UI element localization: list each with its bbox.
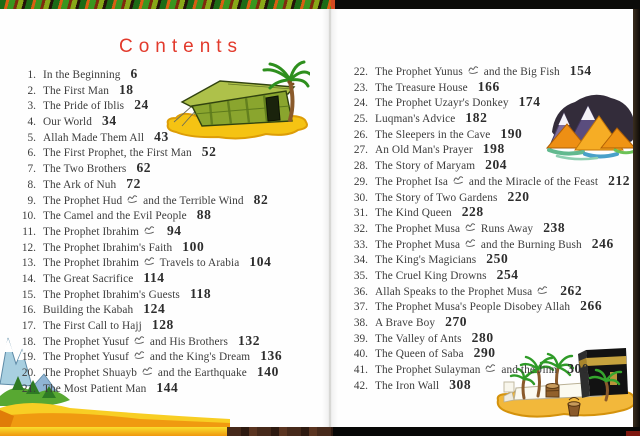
toc-item bbox=[12, 144, 328, 160]
toc-item-page: 24 bbox=[134, 97, 149, 113]
toc-item bbox=[12, 301, 328, 317]
toc-item-number: 6. bbox=[27, 147, 36, 160]
toc-item-title: An Old Man's Prayer bbox=[375, 144, 473, 157]
alayhis-salam-honorific-icon bbox=[142, 366, 153, 378]
toc-item-number: 28. bbox=[353, 160, 368, 173]
alayhis-salam-honorific-icon bbox=[134, 335, 145, 347]
toc-item bbox=[344, 79, 636, 95]
toc-item-number: 38. bbox=[353, 317, 368, 329]
toc-item-number: 41. bbox=[353, 364, 368, 377]
toc-item-title: The Prophet Uzayr's Donkey bbox=[375, 97, 509, 110]
toc-item-title: The Sleepers in the Cave bbox=[375, 128, 491, 141]
toc-item-page: 140 bbox=[256, 364, 279, 380]
toc-item-page: 100 bbox=[182, 238, 205, 254]
toc-item-page: 182 bbox=[465, 110, 488, 126]
toc-item-page: 128 bbox=[151, 317, 174, 332]
toc-item-page: 52 bbox=[201, 144, 217, 160]
toc-item-page: 290 bbox=[473, 345, 496, 361]
toc-item-title: The Cruel King Drowns bbox=[375, 269, 487, 282]
toc-item-number: 4. bbox=[27, 116, 36, 129]
toc-item-page: 124 bbox=[143, 301, 166, 317]
toc-item bbox=[344, 126, 636, 142]
toc-item bbox=[344, 251, 636, 267]
toc-item bbox=[344, 377, 636, 393]
toc-item-page: 246 bbox=[591, 235, 614, 251]
toc-item-number: 19. bbox=[21, 351, 36, 364]
toc-item-number: 34. bbox=[353, 254, 368, 267]
toc-item-title: The Story of Maryam bbox=[375, 160, 476, 173]
toc-item bbox=[12, 348, 328, 364]
toc-item-page: 82 bbox=[253, 191, 269, 207]
toc-item-page: 34 bbox=[102, 113, 117, 129]
toc-item-page: 212 bbox=[608, 172, 631, 188]
toc-item-title: The Prophet Musa's People Disobey Allah bbox=[375, 301, 571, 314]
toc-item bbox=[12, 286, 328, 302]
toc-item bbox=[344, 361, 636, 377]
toc-item-title: The First Call to Hajj bbox=[43, 320, 142, 332]
toc-item-number: 24. bbox=[353, 97, 368, 110]
toc-item-number: 36. bbox=[353, 285, 368, 298]
toc-item-title: In the Beginning bbox=[43, 69, 121, 81]
toc-item-number: 21. bbox=[21, 382, 36, 395]
alayhis-salam-honorific-icon bbox=[134, 350, 145, 362]
toc-item bbox=[12, 223, 328, 239]
toc-item-page: 6 bbox=[130, 66, 138, 81]
toc-item-number: 31. bbox=[353, 207, 368, 220]
toc-item-number: 12. bbox=[21, 241, 36, 254]
toc-item-number: 8. bbox=[27, 178, 36, 191]
toc-item bbox=[12, 380, 328, 396]
toc-item-title: The Prophet Yusuf and the King's Dream bbox=[43, 351, 251, 364]
toc-item bbox=[344, 314, 636, 330]
toc-item-title: The Iron Wall bbox=[375, 379, 440, 392]
toc-item-number: 7. bbox=[27, 163, 36, 176]
toc-item-number: 18. bbox=[21, 335, 36, 348]
toc-item-title: The Story of Two Gardens bbox=[375, 191, 498, 204]
toc-item-number: 9. bbox=[27, 194, 36, 207]
toc-item-title: The Prophet Yusuf and His Brothers bbox=[43, 335, 229, 348]
toc-item-title: The Prophet Sulayman and the Jinn bbox=[375, 364, 558, 377]
toc-item-page: 198 bbox=[482, 141, 505, 157]
toc-item-page: 72 bbox=[126, 175, 141, 191]
toc-item-title: The Prophet Yunus and the Big Fish bbox=[375, 66, 560, 78]
toc-item bbox=[12, 254, 328, 270]
alayhis-salam-honorific-icon bbox=[127, 194, 138, 206]
toc-item-title: The Ark of Nuh bbox=[43, 178, 117, 191]
toc-item bbox=[344, 330, 636, 346]
toc-item-page: 166 bbox=[477, 78, 500, 94]
top-border-black bbox=[333, 0, 640, 9]
toc-item-page: 270 bbox=[445, 314, 468, 329]
toc-item-number: 25. bbox=[353, 113, 368, 126]
toc-item-title: The Prophet Ibrahim Travels to Arabia bbox=[43, 257, 240, 270]
alayhis-salam-honorific-icon bbox=[144, 256, 155, 268]
toc-item bbox=[344, 63, 636, 79]
toc-item-title: The Prophet Ibrahim bbox=[43, 226, 157, 238]
toc-item-page: 154 bbox=[569, 63, 592, 78]
toc-item-title: The Prophet Musa Runs Away bbox=[375, 222, 534, 235]
toc-item-title: Allah Made Them All bbox=[43, 131, 145, 144]
toc-item-title: The Treasure House bbox=[375, 81, 468, 94]
toc-item-page: 228 bbox=[461, 204, 484, 220]
toc-item-title: The Prophet Ibrahim's Faith bbox=[43, 241, 173, 254]
toc-item bbox=[344, 189, 636, 205]
toc-item-number: 10. bbox=[21, 210, 36, 223]
toc-item-page: 220 bbox=[507, 188, 530, 204]
toc-item-title: The Valley of Ants bbox=[375, 332, 462, 345]
toc-item-page: 254 bbox=[496, 266, 519, 282]
toc-item-title: Our World bbox=[43, 116, 93, 129]
toc-item bbox=[12, 66, 328, 82]
bottom-border-black bbox=[333, 427, 640, 436]
toc-item bbox=[12, 364, 328, 380]
toc-item-number: 16. bbox=[21, 304, 36, 317]
toc-item-page: 104 bbox=[249, 254, 272, 270]
toc-item-number: 15. bbox=[21, 288, 36, 301]
toc-item-title: The Prophet Isa and the Miracle of the Feast bbox=[375, 175, 599, 188]
toc-item-title: The Great Sacrifice bbox=[43, 272, 134, 285]
toc-item bbox=[344, 220, 636, 236]
alayhis-salam-honorific-icon bbox=[144, 225, 155, 237]
toc-item-page: 174 bbox=[518, 94, 541, 110]
toc-item bbox=[12, 176, 328, 192]
toc-item-number: 22. bbox=[353, 66, 368, 78]
toc-item bbox=[12, 317, 328, 333]
toc-item bbox=[344, 157, 636, 173]
page-title: Contents bbox=[119, 36, 244, 57]
toc-item-title: The First Prophet, the First Man bbox=[43, 147, 192, 160]
toc-item-number: 27. bbox=[353, 144, 368, 157]
toc-item-title: The First Man bbox=[43, 84, 109, 97]
toc-item-title: The Prophet Shuayb and the Earthquake bbox=[43, 367, 247, 380]
toc-item-title: The Prophet Hud and the Terrible Wind bbox=[43, 194, 244, 207]
top-border-leaf-pattern bbox=[0, 0, 333, 9]
toc-item bbox=[344, 110, 636, 126]
toc-item-title: Building the Kabah bbox=[43, 304, 134, 317]
toc-item bbox=[344, 236, 636, 252]
toc-item bbox=[12, 129, 328, 145]
toc-item-number: 29. bbox=[353, 175, 368, 188]
toc-item-title: A Brave Boy bbox=[375, 317, 436, 329]
toc-item-number: 2. bbox=[27, 84, 36, 97]
toc-item bbox=[344, 173, 636, 189]
toc-item bbox=[12, 207, 328, 223]
toc-item-number: 11. bbox=[22, 225, 36, 238]
toc-item-title: Luqman's Advice bbox=[375, 113, 456, 126]
toc-item-title: The Pride of Iblis bbox=[43, 100, 125, 113]
toc-item-number: 42. bbox=[353, 379, 368, 392]
toc-item-number: 40. bbox=[353, 348, 368, 361]
toc-item-number: 39. bbox=[353, 332, 368, 345]
toc-item bbox=[344, 283, 636, 299]
toc-item-number: 20. bbox=[21, 367, 36, 380]
toc-item-page: 114 bbox=[143, 269, 165, 285]
toc-item-number: 30. bbox=[353, 191, 368, 204]
alayhis-salam-honorific-icon bbox=[485, 363, 496, 375]
toc-item-number: 37. bbox=[353, 301, 368, 314]
alayhis-salam-honorific-icon bbox=[468, 65, 479, 77]
toc-item-page: 300 bbox=[567, 361, 590, 377]
toc-item bbox=[344, 345, 636, 361]
alayhis-salam-honorific-icon bbox=[465, 238, 476, 250]
toc-item-page: 18 bbox=[118, 81, 134, 97]
toc-item bbox=[344, 298, 636, 314]
toc-item-page: 266 bbox=[580, 298, 603, 314]
toc-item bbox=[344, 204, 636, 220]
toc-item-title: The Prophet Musa and the Burning Bush bbox=[375, 238, 582, 251]
toc-item-page: 250 bbox=[486, 251, 509, 267]
toc-list-left bbox=[12, 66, 328, 395]
toc-item-title: The King's Magicians bbox=[375, 254, 477, 267]
toc-item-page: 62 bbox=[136, 160, 152, 176]
toc-item bbox=[12, 333, 328, 349]
toc-item-number: 5. bbox=[27, 131, 36, 144]
toc-item-page: 308 bbox=[449, 376, 472, 392]
toc-item-page: 43 bbox=[154, 128, 169, 144]
toc-item bbox=[344, 141, 636, 157]
toc-item-title: The Queen of Saba bbox=[375, 348, 464, 361]
toc-item bbox=[12, 192, 328, 208]
toc-list-right bbox=[344, 63, 636, 392]
top-border-accent bbox=[331, 0, 335, 9]
toc-item-page: 262 bbox=[560, 282, 583, 298]
toc-item-page: 132 bbox=[238, 332, 261, 348]
toc-item-number: 13. bbox=[21, 257, 36, 270]
toc-item-number: 3. bbox=[27, 100, 36, 113]
toc-item-number: 17. bbox=[21, 320, 36, 332]
toc-item-page: 190 bbox=[500, 125, 523, 141]
bottom-border-red bbox=[626, 431, 640, 436]
toc-item-page: 238 bbox=[543, 219, 566, 235]
toc-item-number: 32. bbox=[353, 222, 368, 235]
toc-item-number: 33. bbox=[353, 238, 368, 251]
alayhis-salam-honorific-icon bbox=[453, 175, 464, 187]
toc-item bbox=[344, 94, 636, 110]
toc-item-page: 144 bbox=[156, 379, 179, 395]
toc-item-title: Allah Speaks to the Prophet Musa bbox=[375, 286, 550, 298]
toc-item-page: 136 bbox=[260, 348, 283, 364]
toc-item-number: 14. bbox=[21, 272, 36, 285]
toc-item-title: The Prophet Ibrahim's Guests bbox=[43, 288, 180, 301]
toc-item-number: 23. bbox=[353, 81, 368, 94]
toc-item-number: 26. bbox=[353, 128, 368, 141]
toc-item-title: The Two Brothers bbox=[43, 163, 127, 176]
toc-item-page: 118 bbox=[189, 285, 212, 301]
toc-item-title: The Camel and the Evil People bbox=[43, 210, 187, 223]
toc-item bbox=[12, 97, 328, 113]
toc-item-title: The Kind Queen bbox=[375, 207, 452, 220]
toc-item-page: 94 bbox=[166, 222, 182, 238]
toc-item bbox=[12, 82, 328, 98]
alayhis-salam-honorific-icon bbox=[465, 222, 476, 234]
toc-item bbox=[12, 113, 328, 129]
bottom-border-brown bbox=[227, 427, 333, 436]
toc-item-number: 1. bbox=[27, 69, 36, 81]
toc-item-title: The Most Patient Man bbox=[43, 382, 147, 395]
toc-item bbox=[12, 239, 328, 255]
toc-item-number: 35. bbox=[353, 269, 368, 282]
toc-item bbox=[12, 160, 328, 176]
toc-item-page: 88 bbox=[196, 207, 212, 223]
toc-item bbox=[344, 267, 636, 283]
alayhis-salam-honorific-icon bbox=[537, 285, 548, 297]
bottom-border-yellow bbox=[0, 427, 227, 436]
toc-item-page: 204 bbox=[485, 157, 508, 173]
toc-item-page: 280 bbox=[471, 329, 494, 345]
toc-item bbox=[12, 270, 328, 286]
